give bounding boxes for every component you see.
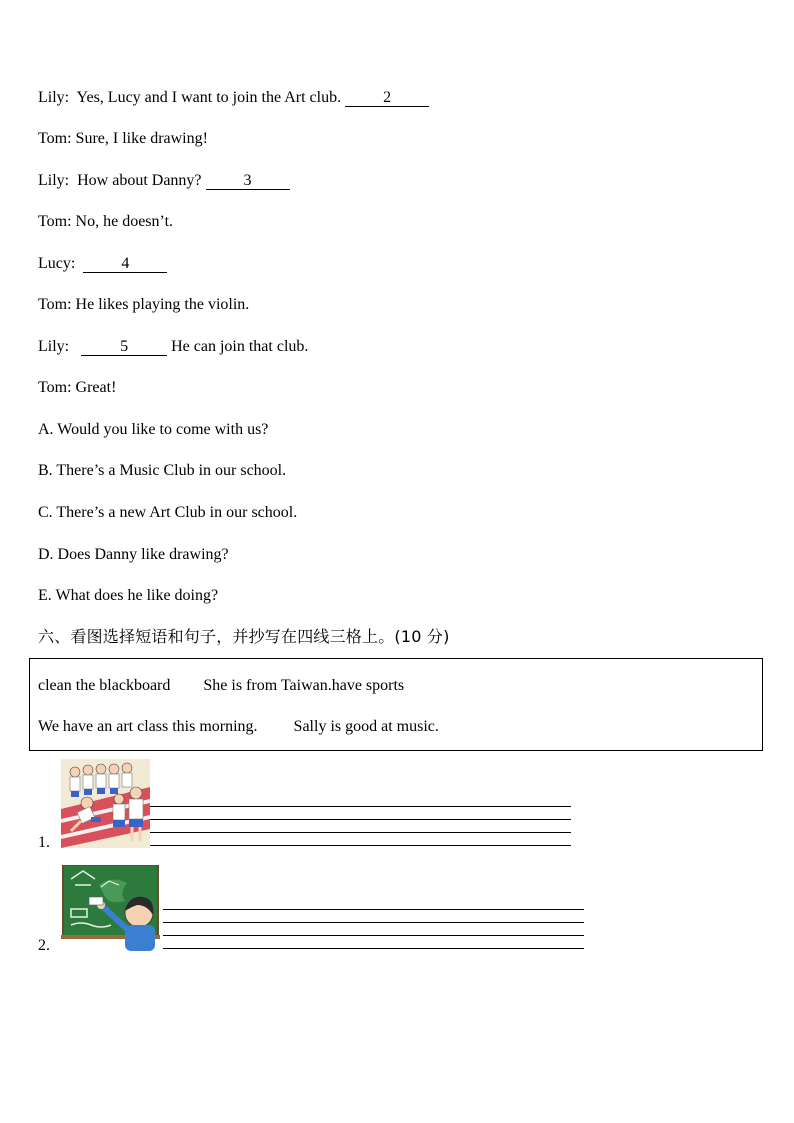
running-race-picture: [61, 759, 150, 848]
dialogue-text: No, he doesn’t.: [75, 213, 174, 230]
choice-phrase: She is from Taiwan.have sports: [203, 677, 405, 694]
dialogue-line-3: [38, 171, 290, 191]
dialogue-line-5: [38, 254, 167, 274]
choice-phrase: Sally is good at music.: [293, 718, 439, 735]
answer-blank[interactable]: 4: [83, 255, 167, 273]
answer-blank[interactable]: 5: [81, 338, 167, 356]
dialogue-line-2: [38, 129, 208, 149]
dialogue-line-1: [38, 88, 429, 108]
speaker: Lucy:: [38, 255, 76, 272]
option-e: E. What does he like doing?: [38, 587, 219, 604]
option-a: A. Would you like to come with us?: [38, 421, 269, 438]
answer-blank[interactable]: 2: [345, 89, 429, 107]
option-d: D. Does Danny like drawing?: [38, 546, 229, 563]
cleaning-blackboard-picture: [61, 865, 160, 951]
speaker: Lily:: [38, 338, 70, 355]
option-b: B. There’s a Music Club in our school.: [38, 462, 287, 479]
choice-box: [29, 658, 763, 751]
dialogue-text: He can join that club.: [171, 338, 309, 355]
dialogue-text: Great!: [75, 379, 117, 396]
speaker: Lily:: [38, 172, 70, 189]
dialogue-text: He likes playing the violin.: [75, 296, 250, 313]
speaker: Tom:: [38, 213, 72, 230]
writing-lines-2[interactable]: [163, 909, 584, 949]
dialogue-text: Yes, Lucy and I want to join the Art club.: [76, 89, 342, 106]
dialogue-line-4: [38, 212, 173, 232]
choice-phrase: clean the blackboard: [38, 677, 171, 694]
dialogue-line-8: [38, 378, 116, 398]
dialogue-text: Sure, I like drawing!: [75, 130, 208, 147]
item-number-2: 2.: [38, 937, 50, 954]
speaker: Tom:: [38, 379, 72, 396]
dialogue-text: How about Danny?: [77, 172, 202, 189]
option-c: C. There’s a new Art Club in our school.: [38, 504, 298, 521]
speaker: Tom:: [38, 130, 72, 147]
choice-phrase: We have an art class this morning.: [38, 718, 258, 735]
writing-lines-1[interactable]: [150, 806, 571, 846]
speaker: Lily:: [38, 89, 70, 106]
choice-row-2: [38, 717, 439, 737]
item-number-1: 1.: [38, 834, 50, 851]
choice-row-1: [38, 676, 404, 696]
answer-blank[interactable]: 3: [206, 172, 290, 190]
speaker: Tom:: [38, 296, 72, 313]
dialogue-line-6: [38, 295, 249, 315]
section-heading: 六、看图选择短语和句子，并抄写在四线三格上。(10 分): [38, 627, 450, 646]
dialogue-line-7: [38, 337, 308, 357]
